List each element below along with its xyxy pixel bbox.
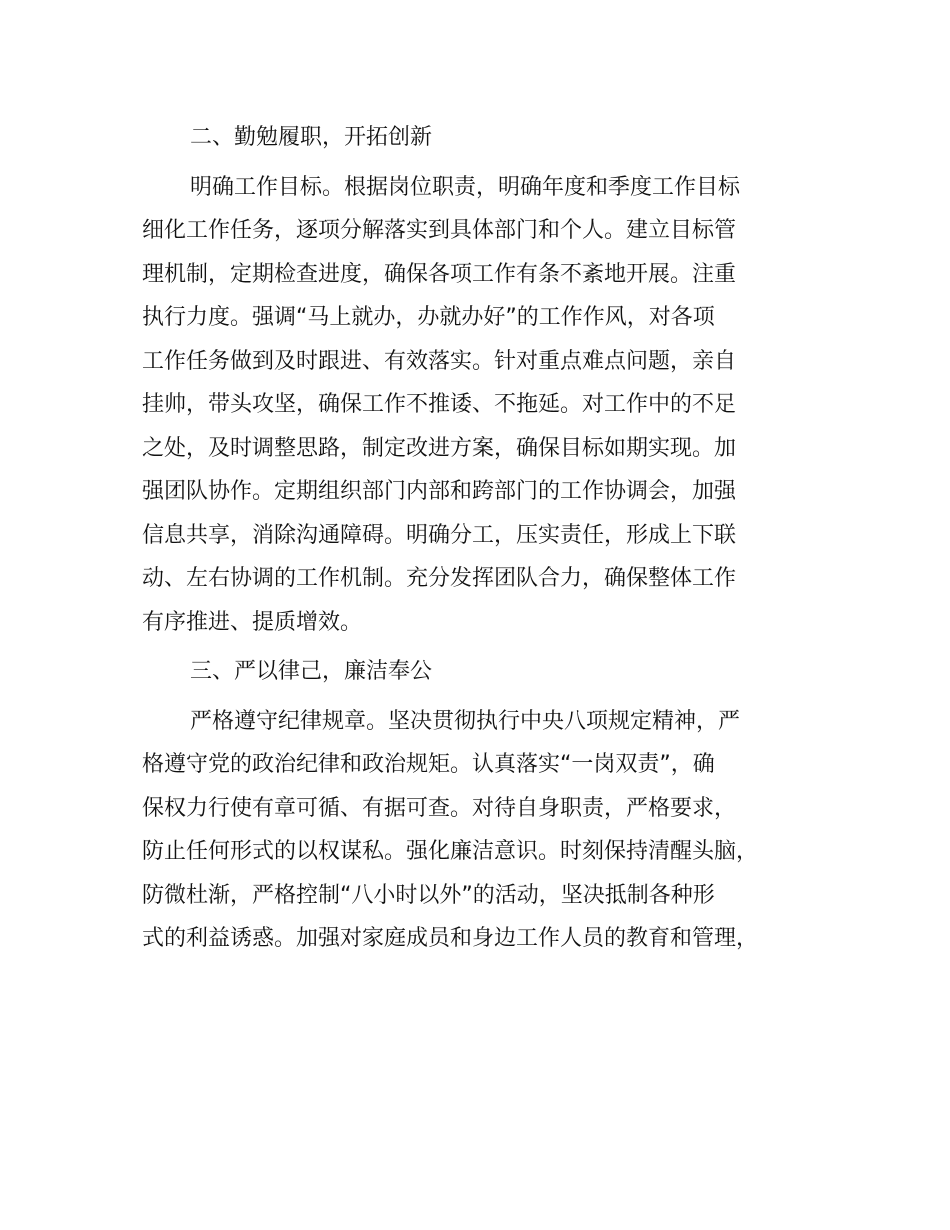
section-heading-2: 二、勤勉履职，开拓创新 xyxy=(190,125,433,150)
paragraph-line: 式的利益诱惑。加强对家庭成员和身边工作人员的教育和管理， xyxy=(142,926,759,951)
paragraph-line: 防微杜渐，严格控制“八小时以外”的活动，坚决抵制各种形 xyxy=(142,882,715,908)
paragraph-line: 执行力度。强调“马上就办，办就办好”的工作作风，对各项 xyxy=(142,305,715,330)
paragraph-line: 明确工作目标。根据岗位职责，明确年度和季度工作目标 xyxy=(190,174,741,200)
paragraph-line: 理机制，定期检查进度，确保各项工作有条不紊地开展。注重 xyxy=(142,261,737,287)
section-paragraph-3 xyxy=(142,700,822,961)
paragraph-line: 严格遵守纪律规章。坚决贯彻执行中央八项规定精神，严 xyxy=(190,708,741,734)
paragraph-line: 强团队协作。定期组织部门内部和跨部门的工作协调会，加强 xyxy=(142,479,737,504)
paragraph-line: 信息共享，消除沟通障碍。明确分工，压实责任，形成上下联 xyxy=(142,522,737,548)
paragraph-line: 细化工作任务，逐项分解落实到具体部门和个人。建立目标管 xyxy=(142,218,737,243)
paragraph-line: 格遵守党的政治纪律和政治规矩。认真落实“一岗双责”，确 xyxy=(142,752,715,777)
section-heading-3: 三、严以律己，廉洁奉公 xyxy=(190,659,433,684)
section-paragraph-2 xyxy=(142,166,822,645)
paragraph-line: 挂帅，带头攻坚，确保工作不推诿、不拖延。对工作中的不足 xyxy=(142,392,737,417)
document-body xyxy=(142,116,822,967)
paragraph-line: 之处，及时调整思路，制定改进方案，确保目标如期实现。加 xyxy=(142,435,737,461)
paragraph-line: 防止任何形式的以权谋私。强化廉洁意识。时刻保持清醒头脑， xyxy=(142,839,759,864)
paragraph-line: 动、左右协调的工作机制。充分发挥团队合力，确保整体工作 xyxy=(142,566,737,591)
paragraph-line: 保权力行使有章可循、有据可查。对待自身职责，严格要求， xyxy=(142,795,737,821)
paragraph-line: 工作任务做到及时跟进、有效落实。针对重点难点问题，亲自 xyxy=(142,348,737,374)
paragraph-line: 有序推进、提质增效。 xyxy=(142,609,363,635)
